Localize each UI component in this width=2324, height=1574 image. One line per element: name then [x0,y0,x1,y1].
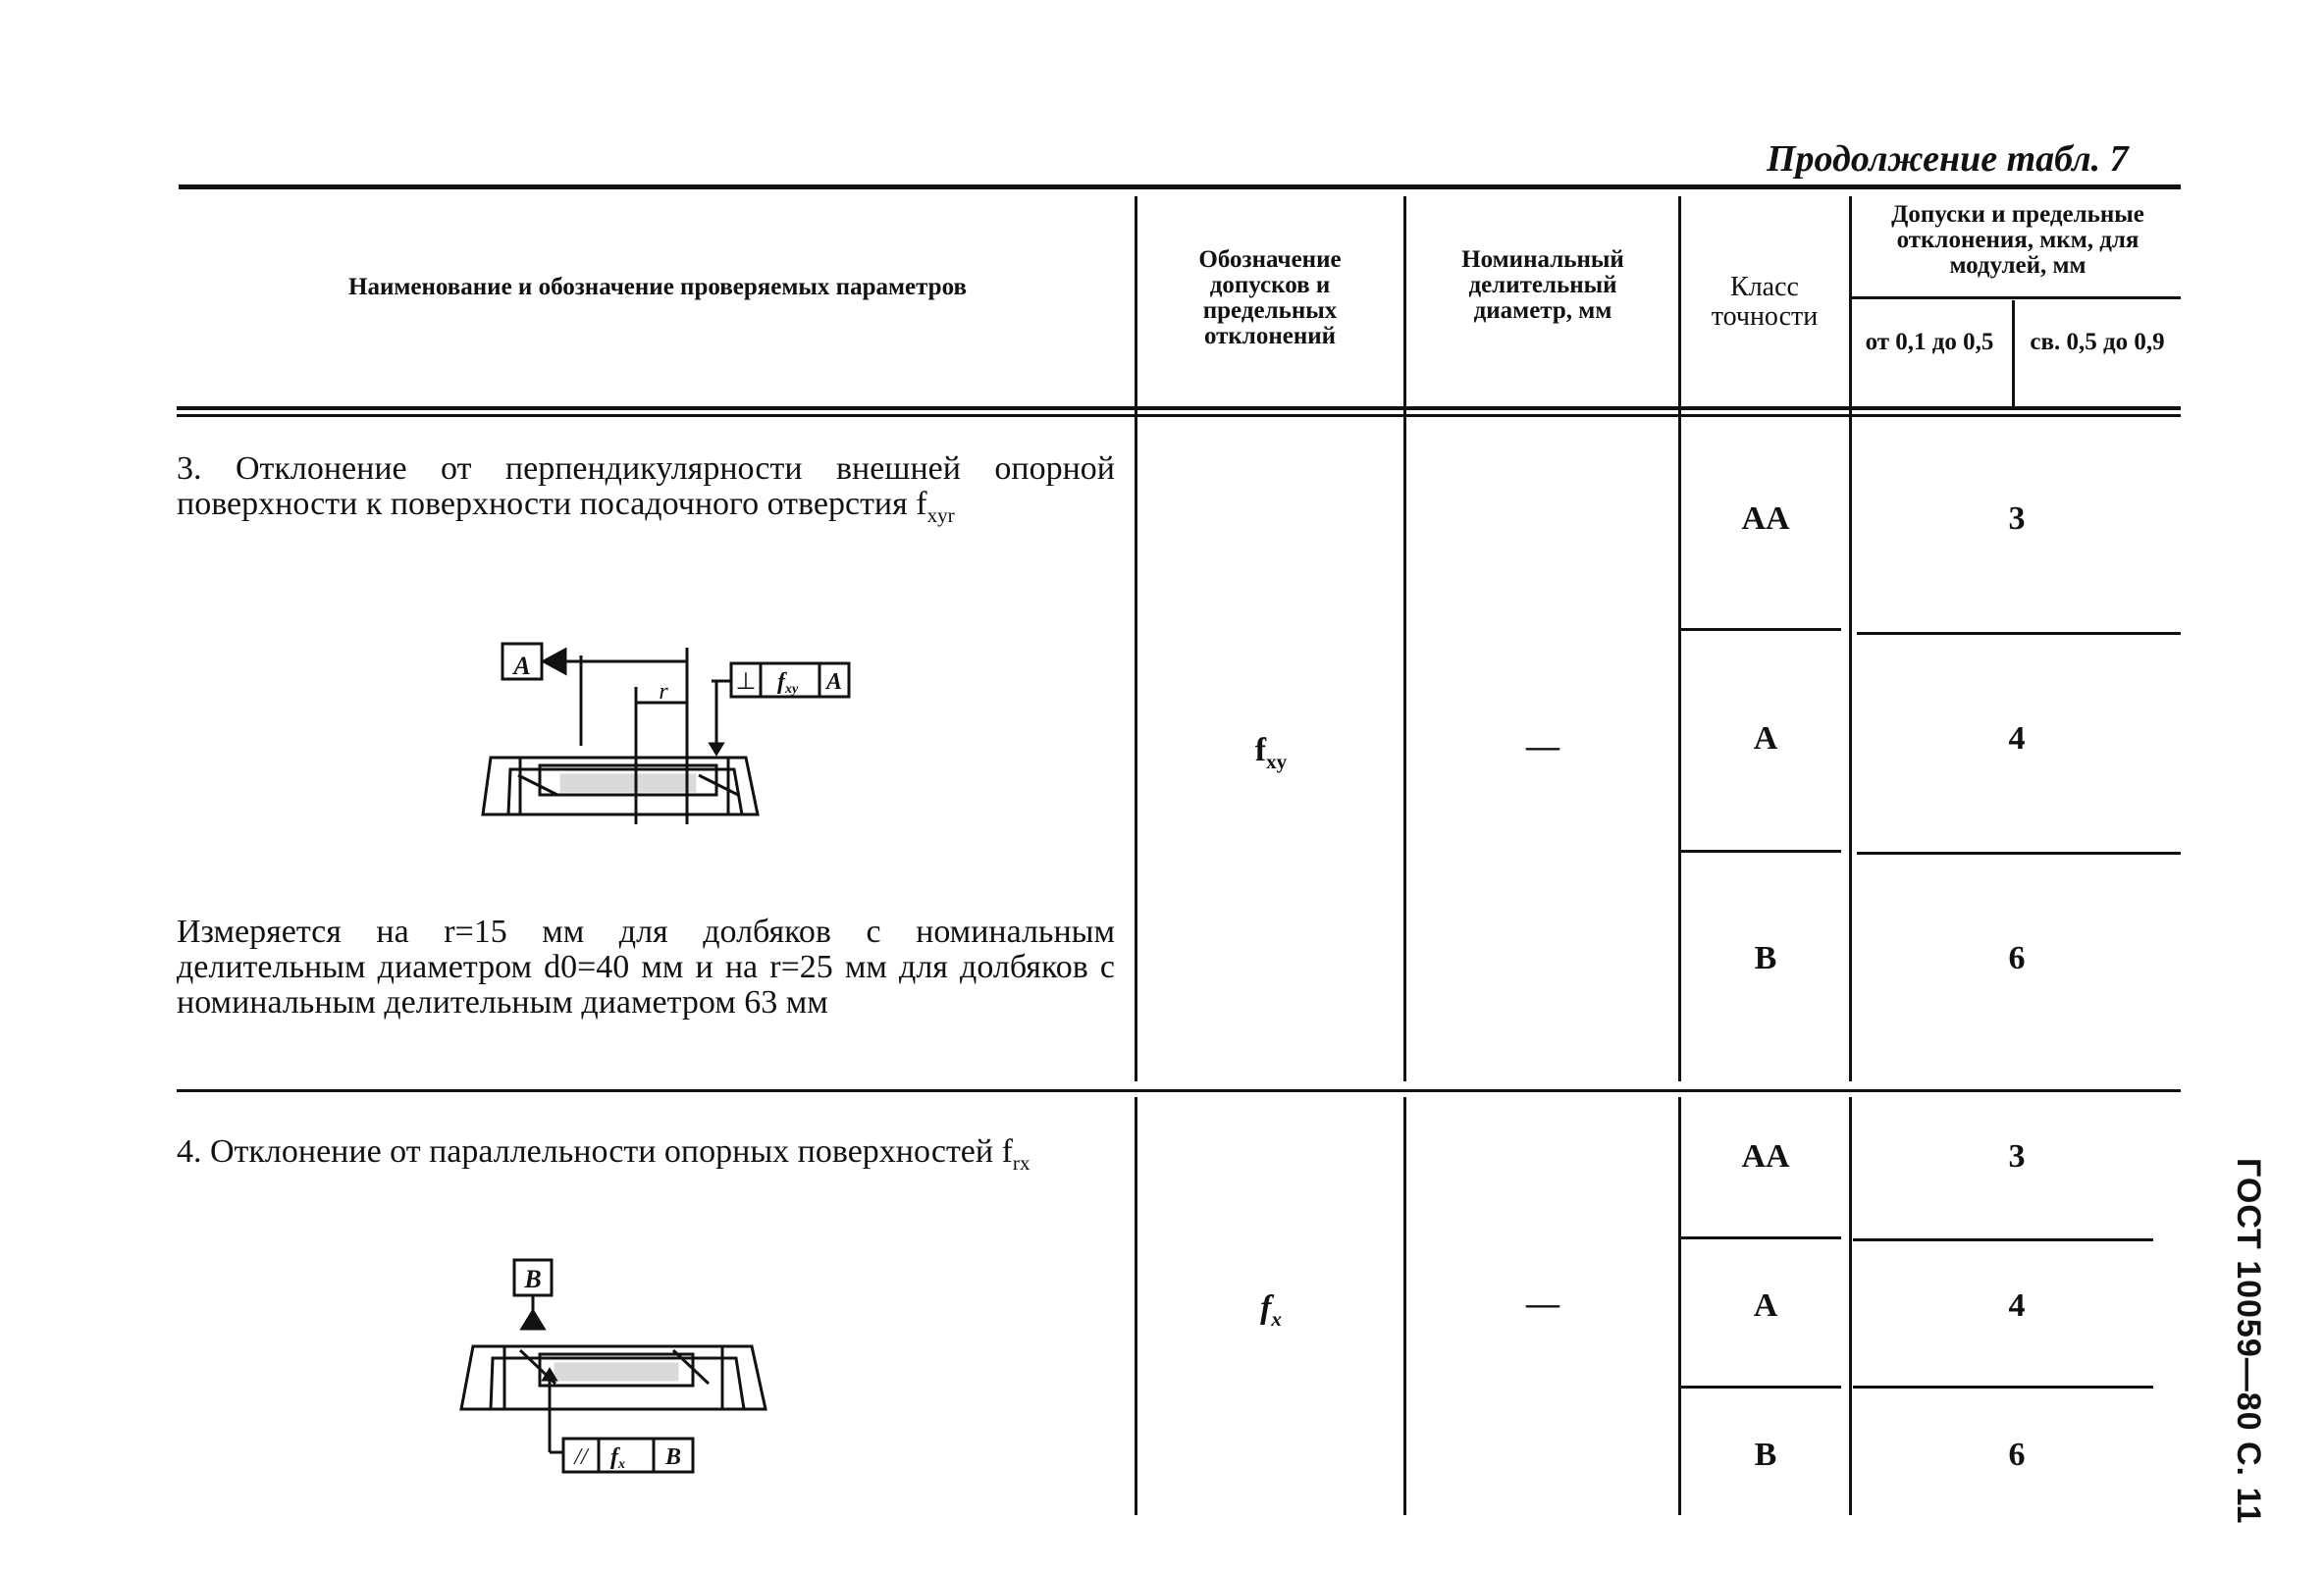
row2-value-2: 4 [2008,1287,2026,1324]
document-side-label: ГОСТ 10059—80 С. 11 [2230,1158,2267,1525]
row1-class-sep-1 [1680,628,1841,631]
header-bottom-rule [177,406,2181,410]
header-class: Класс точности [1711,272,1819,332]
header-modules-from: от 0,1 до 0,5 [1865,329,1994,355]
row1-value-2: 4 [2008,720,2026,757]
row2-datum-label: B [524,1265,542,1293]
row2-frame-value-sub: x [618,1457,625,1472]
row1-frame-value: f [777,669,785,695]
col-sep-4-bottom [1849,1097,1852,1515]
row1-class-3: В [1754,940,1777,976]
row1-value-3: 6 [2008,940,2026,976]
row-separator [177,1089,2181,1092]
row2-designation: $f_x$ [1260,1289,1282,1331]
header-sub-rule [1851,296,2181,299]
row1-title: 3. Отклонение от перпендикулярности внешней опорной поверхности к поверхности посадочного отверстия $f_{xyr}$ [177,450,1115,527]
row2-class-3: В [1754,1437,1777,1473]
col-sep-1-top [1135,196,1137,1081]
header-diameter: Номинальный делительный диаметр, мм [1461,246,1624,324]
row1-datum-triangle [544,650,565,673]
header-bottom-rule-2 [177,414,2181,417]
header-modules-over: св. 0,5 до 0,9 [2030,329,2165,355]
row2-diameter: — [1526,1285,1559,1322]
row2-title: 4. Отклонение от параллельности опорных поверхностей $f_{rx}$ [177,1133,1030,1175]
header-name: Наименование и обозначение проверяемых параметров [348,274,967,300]
row2-drawing [451,1256,805,1492]
row1-value-sep-2 [1857,852,2181,855]
col-sep-2-bottom [1403,1097,1406,1515]
row2-datum-triangle [522,1311,544,1329]
row1-designation: $f_{xy}$ [1254,732,1288,773]
col-sep-4-top [1849,196,1852,1081]
col-sep-2-top [1403,196,1406,1081]
row2-class-sep-1 [1680,1236,1841,1239]
col-sep-5-header [2012,300,2015,406]
col-sep-3-bottom [1678,1097,1681,1515]
row2-class-2: А [1753,1287,1778,1324]
row1-radius-label: r [659,679,668,705]
row1-value-1: 3 [2008,500,2026,537]
row1-frame-value-sub: xy [785,682,799,697]
row1-note: Измеряется на r=15 мм для долбяков с номинальным делительным диаметром d0=40 мм и на r=25 мм для долбяков с номинальным делительным диаметром 63 мм [177,914,1115,1021]
row2-frame-value: f [610,1444,618,1470]
row1-drawing [471,628,883,824]
row1-class-2: А [1753,720,1778,757]
table-top-rule [179,184,2181,189]
header-designation: Обозначение допусков и предельных отклонений [1198,246,1342,349]
svg-text:fx [610,1444,625,1472]
row2-value-sep-1 [1853,1238,2153,1241]
row2-frame-datum: B [664,1444,682,1470]
row2-frame-symbol: // [574,1444,588,1470]
row1-class-sep-2 [1680,850,1841,853]
row1-frame-symbol: ⊥ [735,667,757,695]
col-sep-3-top [1678,196,1681,1081]
row2-value-3: 6 [2008,1437,2026,1473]
row2-class-1: АА [1741,1138,1790,1175]
row2-value-1: 3 [2008,1138,2026,1175]
col-sep-1-bottom [1135,1097,1137,1515]
row1-value-sep-1 [1857,632,2181,635]
header-tolerances: Допуски и предельные отклонения, мкм, для модулей, мм [1891,201,2144,279]
row1-class-1: АА [1741,500,1790,537]
row1-frame-datum: A [825,669,843,695]
row1-diameter: — [1526,728,1559,764]
svg-text:fxy [777,669,799,697]
row2-class-sep-2 [1680,1386,1841,1389]
table-caption: Продолжение табл. 7 [1767,138,2129,180]
row2-value-sep-2 [1853,1386,2153,1389]
row1-datum-label: A [513,652,531,680]
